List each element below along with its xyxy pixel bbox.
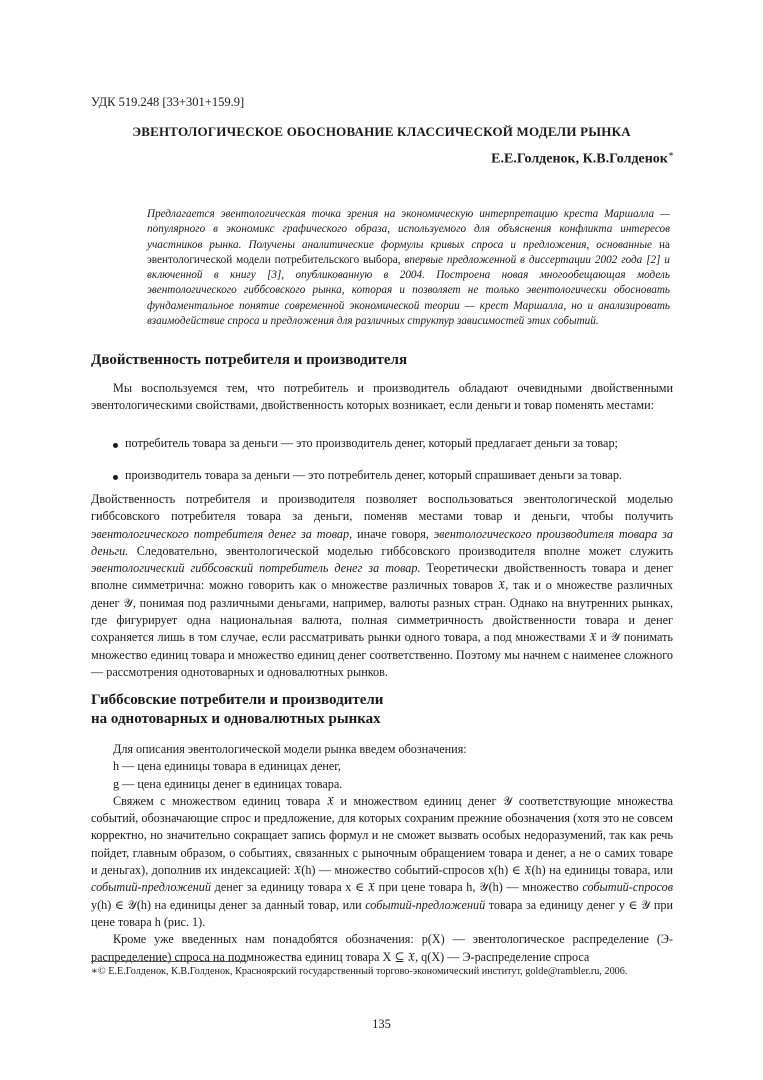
paper-title: ЭВЕНТОЛОГИЧЕСКОЕ ОБОСНОВАНИЕ КЛАССИЧЕСКОЙ МОДЕЛИ РЫНКА bbox=[132, 124, 631, 139]
definition-h: h — цена единицы товара в единицах денег, bbox=[113, 759, 341, 774]
p2-text-d: эвентологического производителя товара за деньги. bbox=[91, 526, 674, 558]
p2-text-f: эвентологический гиббсовский потребитель денег за товар. bbox=[91, 561, 421, 576]
authors-names: Е.Е.Голденок, К.В.Голденок bbox=[491, 151, 668, 167]
abstract-part-2: на эвентологической модели потребительского выбора, bbox=[147, 238, 670, 266]
p2-text-e: Следовательно, эвентологической моделью гиббсовского производителя вполне может служить bbox=[136, 543, 674, 558]
p2-text-c: иначе говоря, bbox=[357, 526, 429, 541]
udk-code: УДК 519.248 [33+301+159.9] bbox=[91, 95, 245, 109]
section1-paragraph-2 bbox=[91, 491, 673, 681]
section-heading-gibbs-line1: Гиббсовские потребители и производители bbox=[91, 692, 384, 708]
bullet-dot-icon bbox=[113, 475, 118, 480]
p3-text-g: товара за единицу денег y ∈ 𝒴 при цене товара h (рис. 1). bbox=[91, 897, 673, 929]
p3-text-b: событий-предложений bbox=[91, 880, 211, 895]
abstract-part-1: Предлагается эвентологическая точка зрения на экономическую интерпретацию креста Маршалла — популярного в экономикс графического образа, используемого для объяснения конфликта интересов участников рынка. Получены аналитические формулы кривых спроса и предложения, основанные bbox=[147, 208, 670, 251]
section2-body bbox=[91, 741, 673, 966]
bullet-item bbox=[113, 468, 683, 483]
footnote: ∗© Е.Е.Голденок, К.В.Голденок, Красноярский государственный торгово-экономический институт, golde@rambler.ru, 2006. bbox=[91, 966, 628, 977]
bullet-text: потребитель товара за деньги — это производитель денег, который предлагает деньги за товар; bbox=[125, 436, 618, 450]
p2-text-b: эвентологического потребителя денег за товар, bbox=[91, 526, 353, 541]
abstract-part-3: впервые предложенной в диссертации 2002 года [2] и включенной в книгу [3], опубликованную в 2004. Построена новая многообещающая модель эвентологического гиббсовского рынка, которая и позволяет не только эвентологически обосновать фундаментальное понятие современной экономической теории — крест Маршалла, но и анализировать взаимодействие спроса и предложения для различных структур зависимостей этих событий. bbox=[147, 253, 671, 328]
authors bbox=[491, 149, 674, 168]
p3-text-c: денег за единицу товара x ∈ 𝔛 при цене товара h, 𝒴(h) — множество bbox=[214, 880, 579, 895]
bullet-dot-icon bbox=[113, 443, 118, 448]
section2-intro: Для описания эвентологической модели рынка введем обозначения: bbox=[113, 742, 467, 756]
abstract bbox=[147, 207, 670, 329]
section2-paragraph-4: Кроме уже введенных нам понадобятся обозначения: p(X) — эвентологическое распределение (Э-распределение) спроса на подмножества единиц товара X ⊆ 𝔛, q(X) — Э-распределение спроса bbox=[91, 932, 673, 964]
p2-text-g: Теоретически двойственность товара и денег вполне симметрична: можно говорить как о множестве различных товаров 𝔛, так и о множестве различных денег 𝒴, понимая под различными деньгами, например, валюты разных стран. Однако на внутренних рынках, где фигурирует одна национальная валюта, полная симметричность двойственности товара и денег сохраняется лишь в том случае, если рассматривать рынки одного товара, а под множествами 𝔛 и 𝒴 понимать множество единиц товара и множество единиц денег соответственно. Поэтому мы начнем с наименее сложного — рассмотрения однотоварных и одновалютных рынков. bbox=[91, 561, 673, 679]
p3-text-e: y(h) ∈ 𝒴(h) на единицы денег за данный товар, или bbox=[91, 897, 362, 912]
section1-intro bbox=[91, 380, 673, 415]
footnote-divider bbox=[91, 961, 247, 962]
section2-paragraph-3 bbox=[91, 793, 673, 931]
bullet-item bbox=[113, 436, 683, 451]
authors-footnote-mark: ∗ bbox=[667, 149, 674, 159]
section-heading-gibbs-line2: на однотоварных и одновалютных рынках bbox=[91, 711, 381, 727]
p3-text-f: событий-предложений bbox=[365, 897, 486, 912]
page-number: 135 bbox=[372, 1017, 391, 1031]
p2-text-a: Двойственность потребителя и производителя позволяет воспользоваться эвентологической моделью гиббсовского потребителя товара за деньги, поменяв местами товар и деньги, чтобы получить bbox=[91, 492, 673, 524]
section-heading-gibbs bbox=[91, 691, 651, 729]
bullet-text: производитель товара за деньги — это потребитель денег, который спрашивает деньги за товар. bbox=[125, 468, 622, 482]
definition-g: g — цена единицы денег в единицах товара. bbox=[113, 776, 343, 791]
section1-intro-text: Мы воспользуемся тем, что потребитель и производитель обладают очевидными двойственными эвентологическими свойствами, двойственность которых возникает, если деньги и товар поменять местами: bbox=[91, 381, 673, 413]
p3-text-a: Свяжем с множеством единиц товара 𝔛 и множеством единиц денег 𝒴 соответствующие множества событий, обозначающие спрос и предложение, для которых сохраним прежние обозначения (хотя это не совсем корректно, но значительно сокращает запись формул и не сможет вызвать особых недоразумений, так как речь пойдет, главным образом, о событиях, связанных с рыночным обращением товара и денег, а не о самих товаре и деньгах), дополнив их индексацией: 𝔛(h) — множество событий-спросов x(h) ∈ 𝔛(h) на единицы товара, или bbox=[91, 793, 673, 878]
section-heading-duality: Двойственность потребителя и производителя bbox=[91, 352, 408, 368]
p3-text-d: событий-спросов bbox=[582, 880, 674, 895]
